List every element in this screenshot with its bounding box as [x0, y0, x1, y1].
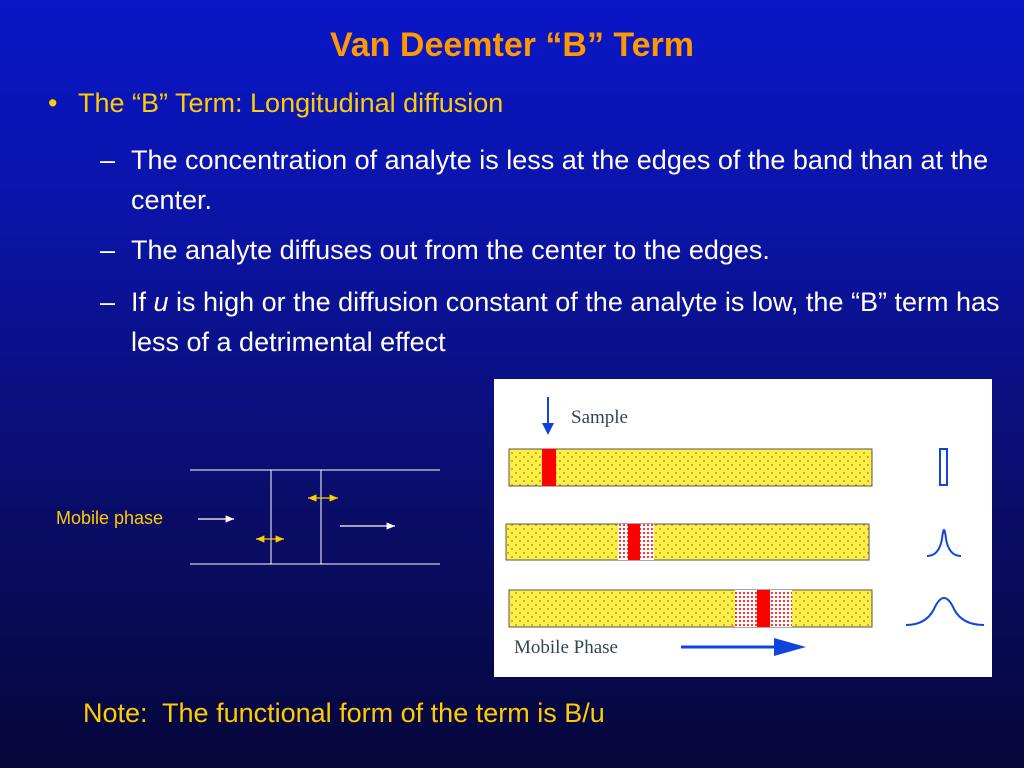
subpoint-1: [100, 140, 1000, 220]
main-bullet: [48, 88, 503, 119]
sample-label: Sample: [571, 407, 628, 428]
velocity-variable: u: [153, 287, 169, 317]
note-text: Note: The functional form of the term is B/u: [83, 698, 605, 728]
dash: –: [100, 145, 116, 175]
sample-band-1: [542, 449, 556, 486]
mobile-phase-figure-label: Mobile Phase: [514, 637, 618, 658]
sample-band-3: [757, 590, 770, 627]
column-1: [509, 449, 872, 486]
column-2: [506, 524, 869, 560]
subpoint-2-text: The analyte diffuses out from the center to the edges.: [131, 235, 770, 265]
slide-title: Van Deemter “B” Term: [329, 26, 695, 64]
column-band-figure: [494, 379, 992, 677]
subpoint-3-rest: is high or the diffusion constant of the analyte is low, the “B” term has less of a detrimental effect: [131, 287, 1000, 357]
column-3: [509, 590, 872, 627]
bullet-dot-icon: •: [48, 88, 58, 118]
dash: –: [100, 235, 116, 265]
dash: –: [100, 287, 116, 317]
main-bullet-text: The “B” Term: Longitudinal diffusion: [78, 88, 504, 118]
subpoint-3-prefix: If: [131, 287, 154, 317]
subpoint-2: [100, 230, 1000, 270]
diffusion-schematic: [190, 460, 450, 575]
subpoint-3-text: [131, 282, 1000, 362]
subpoint-1-text: The concentration of analyte is less at the edges of the band than at the center.: [131, 145, 989, 215]
mobile-phase-label: Mobile phase: [56, 508, 164, 528]
sample-band-2: [628, 524, 640, 560]
subpoint-3: [100, 282, 1000, 362]
